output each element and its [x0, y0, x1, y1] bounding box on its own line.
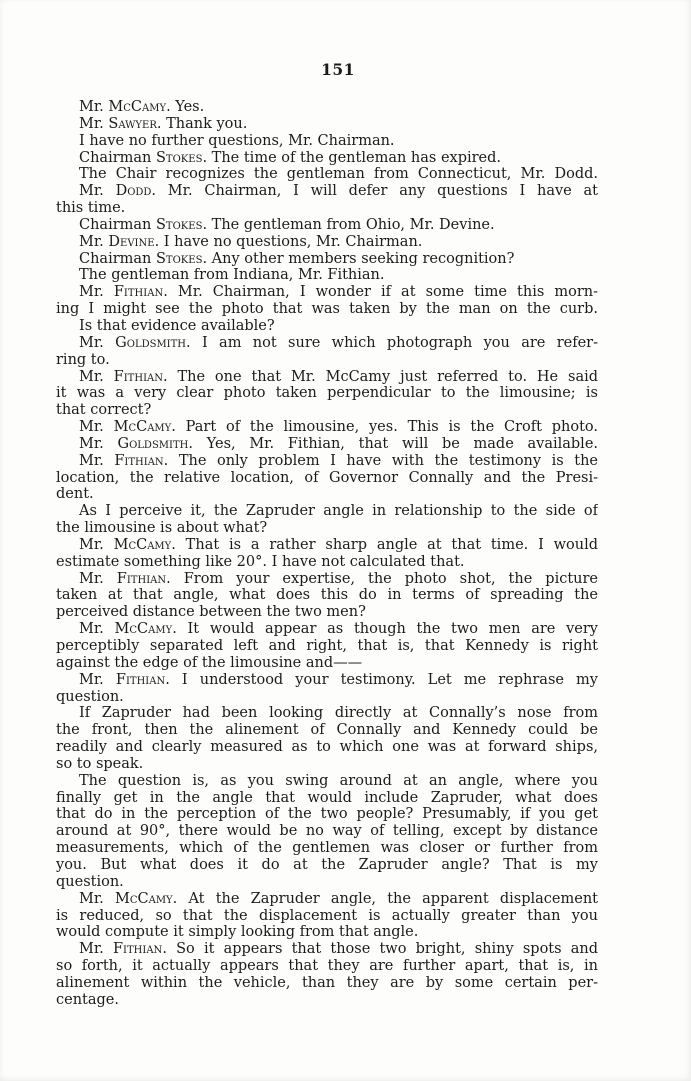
text-run: . That is a rather sharp angle at that time. I would: [171, 536, 598, 553]
speaker-name: Fithian: [116, 570, 167, 587]
text-run: the limousine is about what?: [56, 520, 268, 537]
text-line: [56, 722, 598, 739]
text-run: is reduced, so that the displacement is actually greater than you: [56, 907, 598, 924]
text-run: readily and clearly measured as to which one was at forward ships,: [56, 739, 598, 756]
text-line: [56, 419, 598, 436]
speaker-name: Fithian: [113, 368, 163, 385]
text-run: . I understood your testimony. Let me rephrase my: [165, 671, 598, 688]
speaker-name: Devine: [108, 233, 155, 250]
text-run: question.: [56, 873, 124, 890]
text-line: [56, 133, 598, 150]
text-line: [56, 284, 598, 301]
text-line: [56, 470, 598, 487]
text-line: [56, 823, 598, 840]
text-run: Mr.: [79, 671, 116, 688]
text-line: [56, 251, 598, 268]
text-line: [56, 840, 598, 857]
text-line: [56, 385, 598, 402]
speaker-name: Goldsmith: [115, 334, 187, 351]
text-run: Mr.: [79, 570, 117, 587]
text-line: [56, 908, 598, 925]
text-run: . Any other members seeking recognition?: [202, 250, 515, 267]
text-line: [56, 200, 598, 217]
text-run: ring to.: [56, 351, 110, 368]
text-line: [56, 335, 598, 352]
text-run: As I perceive it, the Zapruder angle in relationship to the side of: [79, 503, 598, 520]
text-run: measurements, which of the gentlemen was closer or further from: [56, 840, 598, 857]
text-line: [56, 891, 598, 908]
text-run: . The only problem I have with the testimony is the: [163, 452, 598, 469]
text-run: Mr.: [79, 536, 114, 553]
text-line: [56, 689, 598, 706]
page-number: 151: [321, 60, 355, 79]
text-line: [56, 436, 598, 453]
text-line: [56, 520, 598, 537]
text-run: perceptibly separated left and right, that is, that Kennedy is right: [56, 638, 598, 654]
text-line: [56, 756, 598, 773]
text-run: Chairman: [79, 216, 156, 233]
text-line: [56, 217, 598, 234]
text-run: centage.: [56, 991, 119, 1008]
text-line: [56, 352, 598, 369]
text-line: [56, 486, 598, 503]
text-run: Mr.: [79, 115, 109, 132]
text-line: [56, 806, 598, 823]
speaker-name: McCamy: [115, 890, 173, 907]
text-run: I have no further questions, Mr. Chairman.: [79, 132, 395, 149]
text-run: ing I might see the photo that was taken by the man on the curb.: [56, 301, 598, 318]
text-line: [56, 992, 598, 1009]
text-line: [56, 183, 598, 200]
text-run: finally get in the angle that would include Zapruder, what does: [56, 789, 598, 806]
text-run: Mr.: [79, 99, 109, 115]
text-line: [56, 234, 598, 251]
speaker-name: Stokes: [156, 250, 203, 267]
text-run: . From your expertise, the photo shot, the picture: [166, 570, 598, 587]
text-run: Mr.: [79, 419, 114, 436]
text-run: Is that evidence available?: [79, 317, 275, 334]
text-run: the front, then the alinement of Connally and Kennedy could be: [56, 722, 598, 739]
text-line: [56, 975, 598, 992]
speaker-name: Goldsmith: [117, 435, 189, 452]
text-line: [56, 301, 598, 318]
text-line: [56, 655, 598, 672]
text-run: . So it appears that those two bright, shiny spots and: [162, 941, 598, 958]
text-run: you. But what does it do at the Zapruder angle? That is my: [56, 856, 598, 873]
text-run: this time.: [56, 200, 126, 217]
text-run: Mr.: [79, 452, 115, 469]
text-line: [56, 924, 598, 941]
text-run: Mr.: [79, 941, 113, 958]
text-run: . Thank you.: [156, 115, 248, 132]
text-line: [56, 116, 598, 133]
text-line: [56, 705, 598, 722]
speaker-name: Fithian: [113, 284, 164, 301]
text-line: [56, 672, 598, 689]
speaker-name: McCamy: [113, 419, 172, 436]
text-line: [56, 166, 598, 183]
text-run: perceived distance between the two men?: [56, 604, 366, 621]
text-line: [56, 739, 598, 756]
text-line: [56, 958, 598, 975]
text-run: Mr.: [79, 233, 109, 250]
text-run: . Part of the limousine, yes. This is the Croft photo.: [171, 419, 598, 436]
speaker-name: Stokes: [156, 216, 203, 233]
speaker-name: Stokes: [156, 149, 203, 166]
text-run: estimate something like 20°. I have not calculated that.: [56, 553, 465, 570]
text-run: . The gentleman from Ohio, Mr. Devine.: [202, 216, 495, 233]
text-line: [56, 621, 598, 638]
text-run: . The one that Mr. McCamy just referred to. He said: [163, 368, 598, 385]
text-run: . The time of the gentleman has expired.: [202, 149, 502, 166]
text-run: around at 90°, there would be no way of telling, except by distance: [56, 823, 598, 840]
text-run: Mr.: [79, 183, 116, 200]
text-line: [56, 604, 598, 621]
text-run: against the edge of the limousine and——: [56, 654, 363, 671]
text-run: . Mr. Chairman, I will defer any questions I have at: [151, 183, 598, 200]
text-line: [56, 571, 598, 588]
text-line: [56, 857, 598, 874]
text-line: [56, 453, 598, 470]
text-run: . At the Zapruder angle, the apparent displacement: [172, 890, 598, 907]
text-run: The Chair recognizes the gentleman from Connecticut, Mr. Dodd.: [79, 166, 598, 183]
text-run: . I have no questions, Mr. Chairman.: [154, 233, 423, 250]
text-line: [56, 267, 598, 284]
text-line: [56, 790, 598, 807]
text-line: [56, 941, 598, 958]
text-run: The gentleman from Indiana, Mr. Fithian.: [79, 267, 385, 284]
text-line: [56, 503, 598, 520]
text-line: [56, 874, 598, 891]
speaker-name: Dodd: [115, 183, 152, 200]
text-run: alinement within the vehicle, than they are by some certain per-: [56, 974, 598, 991]
speaker-name: McCamy: [114, 621, 173, 638]
text-run: . Yes.: [166, 99, 205, 115]
text-run: Chairman: [79, 149, 156, 166]
speaker-name: Fithian: [112, 941, 163, 958]
speaker-name: McCamy: [108, 99, 167, 115]
text-line: [56, 150, 598, 167]
text-run: Chairman: [79, 250, 156, 267]
text-run: that correct?: [56, 402, 152, 419]
text-run: If Zapruder had been looking directly at Connally’s nose from: [79, 705, 598, 722]
text-line: [56, 773, 598, 790]
speaker-name: Fithian: [115, 671, 166, 688]
text-line: [56, 587, 598, 604]
text-run: would compute it simply looking from that angle.: [56, 924, 419, 941]
text-run: dent.: [56, 486, 94, 503]
text-line: [56, 402, 598, 419]
text-run: taken at that angle, what does this do in terms of spreading the: [56, 587, 598, 604]
text-run: The question is, as you swing around at an angle, where you: [79, 772, 598, 789]
text-run: Mr.: [79, 621, 115, 638]
text-run: Mr.: [79, 284, 114, 301]
text-run: . Mr. Chairman, I wonder if at some time this morn-: [163, 284, 598, 301]
text-line: [56, 638, 598, 655]
text-run: . I am not sure which photograph you are refer-: [186, 334, 598, 351]
text-line: [56, 318, 598, 335]
text-run: Mr.: [79, 368, 114, 385]
text-run: Mr.: [79, 890, 115, 907]
text-run: location, the relative location, of Governor Connally and the Presi-: [56, 469, 598, 486]
text-run: so to speak.: [56, 755, 144, 772]
text-run: . Yes, Mr. Fithian, that will be made available.: [188, 435, 598, 452]
text-line: [56, 537, 598, 554]
text-run: that do in the perception of the two people? Presumably, if you get: [56, 806, 598, 823]
text-line: [56, 369, 598, 386]
text-run: so forth, it actually appears that they are further apart, that is, in: [56, 958, 598, 975]
text-line: [56, 99, 598, 116]
text-run: Mr.: [79, 435, 118, 452]
text-run: Mr.: [79, 334, 116, 351]
text-run: . It would appear as though the two men are very: [172, 621, 598, 638]
speaker-name: Sawyer: [108, 115, 157, 132]
text-run: it was a very clear photo taken perpendicular to the limousine; is: [56, 385, 598, 402]
speaker-name: McCamy: [113, 536, 172, 553]
text-line: [56, 554, 598, 571]
text-run: question.: [56, 688, 124, 705]
page-body: [56, 99, 598, 1009]
speaker-name: Fithian: [114, 452, 164, 469]
